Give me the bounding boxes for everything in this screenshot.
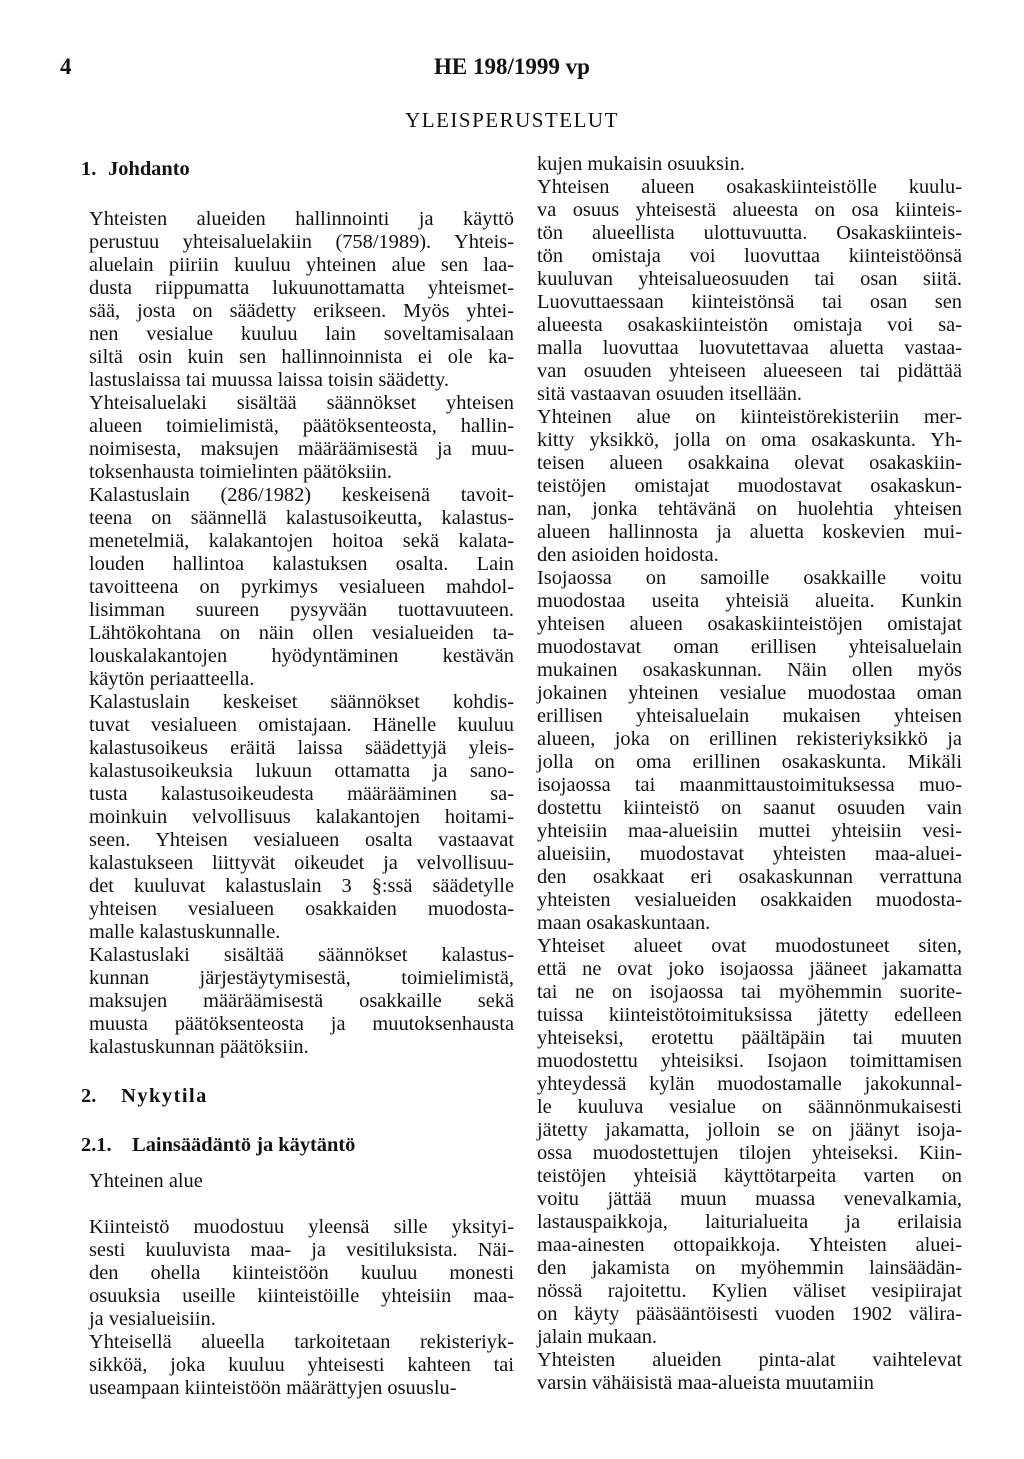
heading-current-state <box>81 1085 514 1108</box>
text-line: jätetty jakamatta, jolloin se on jäänyt isoja- <box>537 1119 962 1141</box>
text-line: nen vesialue kuuluu lain soveltamisalaan <box>89 323 514 345</box>
text-line: sesti kuuluvista maa- ja vesitiluksista. Näi- <box>89 1239 514 1261</box>
text-line: alueen toimielimistä, päätöksenteosta, hallin- <box>89 415 514 437</box>
paragraph <box>89 944 514 1059</box>
text-line: sitä vastaavan osuuden itsellään. <box>537 383 802 405</box>
text-line: useampaan kiinteistöön määrättyjen osuuslu- <box>89 1377 457 1399</box>
text-line: kalastuskunnan päätöksiin. <box>89 1036 309 1058</box>
right-column <box>537 153 962 1395</box>
text-line: Lähtökohtana on näin ollen vesialueiden ta- <box>89 622 514 644</box>
heading-legislation <box>81 1134 514 1157</box>
heading-introduction <box>81 158 514 181</box>
text-line: den ohella kiinteistöön kuuluu monesti <box>89 1262 514 1284</box>
text-line: moinkuin velvollisuus kalakantojen hoitami- <box>89 806 514 828</box>
text-line: kunnan järjestäytymisestä, toimielimistä, <box>89 967 514 989</box>
text-line: osuuksia useille kiinteistöille yhteisiin maa- <box>89 1285 514 1307</box>
text-line: mukainen osakaskunnan. Näin ollen myös <box>537 659 962 681</box>
page-number: 4 <box>60 54 72 79</box>
text-line: yhteisiin maa-alueisiin muttei yhteisiin vesi- <box>537 820 962 842</box>
text-line: Yhteisten alueiden pinta-alat vaihtelevat <box>537 1349 962 1371</box>
text-line: yhteisen alueen osakaskiinteistöjen omistajat <box>537 613 962 635</box>
paragraph <box>89 392 514 484</box>
left-column <box>81 150 514 1400</box>
text-line: maksujen määräämisestä osakkaille sekä <box>89 990 514 1012</box>
text-line: malla luovuttaa luovutettavaa aluetta vastaa- <box>537 337 962 359</box>
text-line: tai ne on isojaossa tai myöhemmin suorite- <box>537 981 962 1003</box>
text-line: Kalastuslain keskeiset säännökset kohdis- <box>89 691 514 713</box>
paragraph <box>89 484 514 691</box>
text-line: teena on säännellä kalastusoikeutta, kalastus- <box>89 507 514 529</box>
paragraph <box>89 208 514 392</box>
text-line: Luovuttaessaan kiinteistönsä tai osan sen <box>537 291 962 313</box>
text-line: louden hallintoa kalastuksen osalta. Lain <box>89 553 514 575</box>
text-line: voitu jättää muun muassa venevalkamia, <box>537 1188 962 1210</box>
text-line: kujen mukaisin osuuksin. <box>537 153 745 175</box>
text-line: ja vesialueisiin. <box>89 1308 216 1330</box>
text-line: siltä osin kuin sen hallinnoinnista ei ole ka- <box>89 346 514 368</box>
text-line: alueen, joka on erillinen rekisteriyksikkö ja <box>537 728 962 750</box>
text-line: toksenhausta toimielinten päätöksiin. <box>89 461 392 483</box>
text-line: muodostettu yhteisiksi. Isojaon toimittamisen <box>537 1050 962 1072</box>
text-line: dusta riippumatta lukuunottamatta yhteismet- <box>89 277 514 299</box>
paragraph <box>89 691 514 944</box>
text-line: Yhteinen alue on kiinteistörekisteriin mer- <box>537 406 962 428</box>
text-line: Kalastuslaki sisältää säännökset kalastus- <box>89 944 514 966</box>
text-line: tön omistaja voi luovuttaa kiinteistöönsä <box>537 245 962 267</box>
text-line: nössä rajoitettu. Kylien väliset vesipiirajat <box>537 1280 962 1302</box>
text-line: kalastukseen liittyvät oikeudet ja velvollisuu- <box>89 852 514 874</box>
text-line: lastuslaissa tai muussa laissa toisin säädetty. <box>89 369 449 391</box>
text-line: maan osakaskuntaan. <box>537 912 711 934</box>
text-line: van osuuden yhteiseen alueeseen tai pidättää <box>537 360 962 382</box>
text-line: kitty yksikkö, jolla on oma osakaskunta. Yh- <box>537 429 962 451</box>
text-line: varsin vähäisistä maa-alueista muutamiin <box>537 1372 874 1394</box>
text-line: kalastusoikeus eräitä laissa säädettyjä yleis- <box>89 737 514 759</box>
text-line: nan, jonka tehtävänä on huolehtia yhteisen <box>537 498 962 520</box>
text-line: isojaossa tai maanmittaustoimituksessa muo- <box>537 774 962 796</box>
text-line: tuvat vesialueen omistajaan. Hänelle kuuluu <box>89 714 514 736</box>
text-line: perustuu yhteisaluelakiin (758/1989). Yhteis- <box>89 231 514 253</box>
subheading-common-area: Yhteinen alue <box>89 1170 203 1192</box>
paragraph <box>89 1331 514 1400</box>
text-line: muodostaa useita yhteisiä alueita. Kunkin <box>537 590 962 612</box>
heading-number: 2. <box>81 1085 97 1107</box>
paragraph <box>537 567 962 935</box>
text-line: le kuuluva vesialue on säännönmukaisesti <box>537 1096 962 1118</box>
text-line: menetelmiä, kalakantojen hoitoa sekä kalata- <box>89 530 514 552</box>
text-line: teistöjen yhteisiä käyttötarpeita varten on <box>537 1165 962 1187</box>
paragraph <box>537 935 962 1349</box>
paragraph <box>89 1216 514 1331</box>
text-line: seen. Yhteisen vesialueen osalta vastaavat <box>89 829 514 851</box>
text-line: louskalakantojen hyödyntäminen kestävän <box>89 645 514 667</box>
text-line: jalain mukaan. <box>537 1326 658 1348</box>
text-line: va osuus yhteisestä alueesta on osa kiinteis- <box>537 199 962 221</box>
text-line: tavoitteena on pyrkimys vesialueen mahdol- <box>89 576 514 598</box>
text-line: tuissa kiinteistötoimituksissa jätetty edelleen <box>537 1004 962 1026</box>
text-line: alueen hallinnosta ja aluetta koskevien mui- <box>537 521 962 543</box>
text-line: sikköä, joka kuuluu yhteisesti kahteen tai <box>89 1354 514 1376</box>
text-line: käytön periaatteella. <box>89 668 255 690</box>
running-head: HE 198/1999 vp <box>434 54 590 79</box>
heading-number: 1. <box>81 158 97 180</box>
paragraph <box>537 1349 962 1395</box>
paragraph <box>537 176 962 406</box>
text-line: muodostavat oman erillisen yhteisaluelain <box>537 636 962 658</box>
text-line: det kuuluvat kalastuslain 3 §:ssä säädetylle <box>89 875 514 897</box>
text-line: yhteydessä kylän muodostamalle jakokunnal- <box>537 1073 962 1095</box>
text-line: noimisesta, maksujen määräämisestä ja muu- <box>89 438 514 460</box>
text-line: muusta päätöksenteosta ja muutoksenhausta <box>89 1013 514 1035</box>
text-line: jolla on oma erillinen osakaskunta. Mikäli <box>537 751 962 773</box>
heading-title: Lainsäädäntö ja käytäntö <box>132 1134 356 1156</box>
text-line: Yhteisellä alueella tarkoitetaan rekisteriyk- <box>89 1331 514 1353</box>
text-line: lisimman suureen pysyvään tuottavuuteen. <box>89 599 514 621</box>
text-line: Yhteisten alueiden hallinnointi ja käyttö <box>89 208 514 230</box>
section-heading: YLEISPERUSTELUT <box>405 108 619 132</box>
text-line: alueisiin, muodostavat yhteisten maa-aluei- <box>537 843 962 865</box>
text-line: teistöjen omistajat muodostavat osakaskun- <box>537 475 962 497</box>
text-line: Yhteiset alueet ovat muodostuneet siten, <box>537 935 962 957</box>
paragraph <box>537 153 962 176</box>
text-line: maa-ainesten ottopaikkoja. Yhteisten aluei- <box>537 1234 962 1256</box>
heading-number: 2.1. <box>81 1134 112 1156</box>
text-line: Yhteisaluelaki sisältää säännökset yhteisen <box>89 392 514 414</box>
text-line: teisen alueen osakkaina olevat osakaskiin- <box>537 452 962 474</box>
text-line: että ne ovat joko isojaossa jääneet jakamatta <box>537 958 962 980</box>
text-line: den osakkaat eri osakaskunnan verrattuna <box>537 866 962 888</box>
text-line: ossa muodostettujen tilojen yhteiseksi. Kiin- <box>537 1142 962 1164</box>
text-line: dostettu kiinteistö on saanut osuuden vain <box>537 797 962 819</box>
text-line: tusta kalastusoikeudesta määrääminen sa- <box>89 783 514 805</box>
text-line: sää, josta on säädetty erikseen. Myös yhtei- <box>89 300 514 322</box>
text-line: alueesta osakaskiinteistön omistaja voi sa- <box>537 314 962 336</box>
heading-title: Nykytila <box>121 1085 208 1107</box>
text-line: yhteisten vesialueiden osakkaiden muodosta- <box>537 889 962 911</box>
text-line: den jakamista on myöhemmin lainsäädän- <box>537 1257 962 1279</box>
text-line: tön alueellista ulottuvuutta. Osakaskiinteis- <box>537 222 962 244</box>
text-line: malle kalastuskunnalle. <box>89 921 281 943</box>
text-line: yhteiseksi, erotettu päältäpäin tai muuten <box>537 1027 962 1049</box>
text-line: lastauspaikkoja, laiturialueita ja erilaisia <box>537 1211 962 1233</box>
text-line: Isojaossa on samoille osakkaille voitu <box>537 567 962 589</box>
text-line: on käyty pääsääntöisesti vuoden 1902 välira- <box>537 1303 962 1325</box>
text-line: kuuluvan yhteisalueosuuden tai osan siitä. <box>537 268 962 290</box>
text-line: Kalastuslain (286/1982) keskeisenä tavoit- <box>89 484 514 506</box>
text-line: aluelain piiriin kuuluu yhteinen alue sen laa- <box>89 254 514 276</box>
text-line: kalastusoikeuksia lukuun ottamatta ja sano- <box>89 760 514 782</box>
text-line: den asioiden hoidosta. <box>537 544 719 566</box>
text-line: Kiinteistö muodostuu yleensä sille yksityi- <box>89 1216 514 1238</box>
heading-title: Johdanto <box>108 158 190 180</box>
text-line: jokainen yhteinen vesialue muodostaa oman <box>537 682 962 704</box>
text-line: erillisen yhteisaluelain mukaisen yhteisen <box>537 705 962 727</box>
paragraph <box>537 406 962 567</box>
text-line: Yhteisen alueen osakaskiinteistölle kuulu- <box>537 176 962 198</box>
text-line: yhteisen vesialueen osakkaiden muodosta- <box>89 898 514 920</box>
